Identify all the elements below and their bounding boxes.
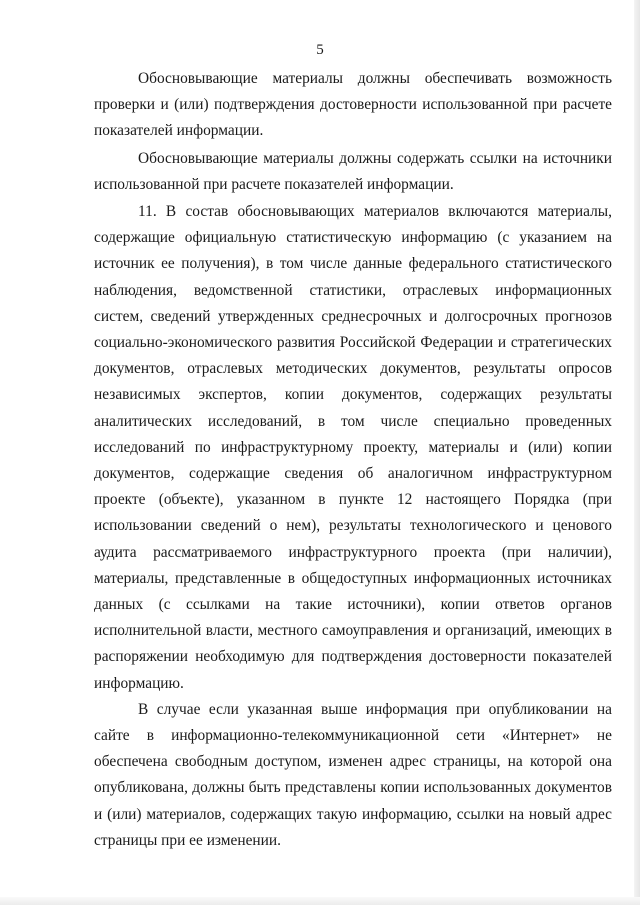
document-body (94, 66, 612, 854)
scan-bottom-shadow (0, 897, 640, 905)
page-number: 5 (316, 42, 324, 58)
scan-edge-shadow (634, 0, 640, 905)
paragraph-source-links: Обосновывающие материалы должны содержать ссылки на источники использованной при расчете показателей информации. (94, 149, 612, 193)
paragraph-item-11: 11. В состав обосновывающих материалов включаются материалы, содержащие официальную статистическую информацию (с указанием на источник ее получения), в том числе данные федерального статистического наблюдения, ведомственной статистики, отраслевых информационных систем, сведений утвержденных среднесрочных и долгосрочных прогнозов социально-экономического развития Российской Федерации и стратегических документов, отраслевых методических документов, результаты опросов независимых экспертов, копии документов, содержащих результаты аналитических исследований, в том числе специально проведенных исследований по инфраструктурному проекту, материалы и (или) копии документов, содержащие сведения об аналогичном инфраструктурном проекте (объекте), указанном в пункте 12 настоящего Порядка (при использовании сведений о нем), результаты технологического и ценового аудита рассматриваемого инфраструктурного проекта (при наличии), материалы, представленные в общедоступных информационных источниках данных (с ссылками на такие источники), копии ответов органов исполнительной власти, местного самоуправления и организаций, имеющих в распоряжении необходимую для подтверждения достоверности показателей информацию. (94, 203, 612, 692)
paragraph-verification: Обосновывающие материалы должны обеспечивать возможность проверки и (или) подтверждения достоверности использованной при расчете показателей информации. (94, 70, 612, 140)
paragraph-internet-access: В случае если указанная выше информация при опубликовании на сайте в информационно-телекоммуникационной сети «Интернет» не обеспечена свободным доступом, изменен адрес страницы, на которой она опубликована, должны быть представлены копии использованных документов и (или) материалов, содержащих такую информацию, ссылки на новый адрес страницы при ее изменении. (94, 700, 612, 849)
